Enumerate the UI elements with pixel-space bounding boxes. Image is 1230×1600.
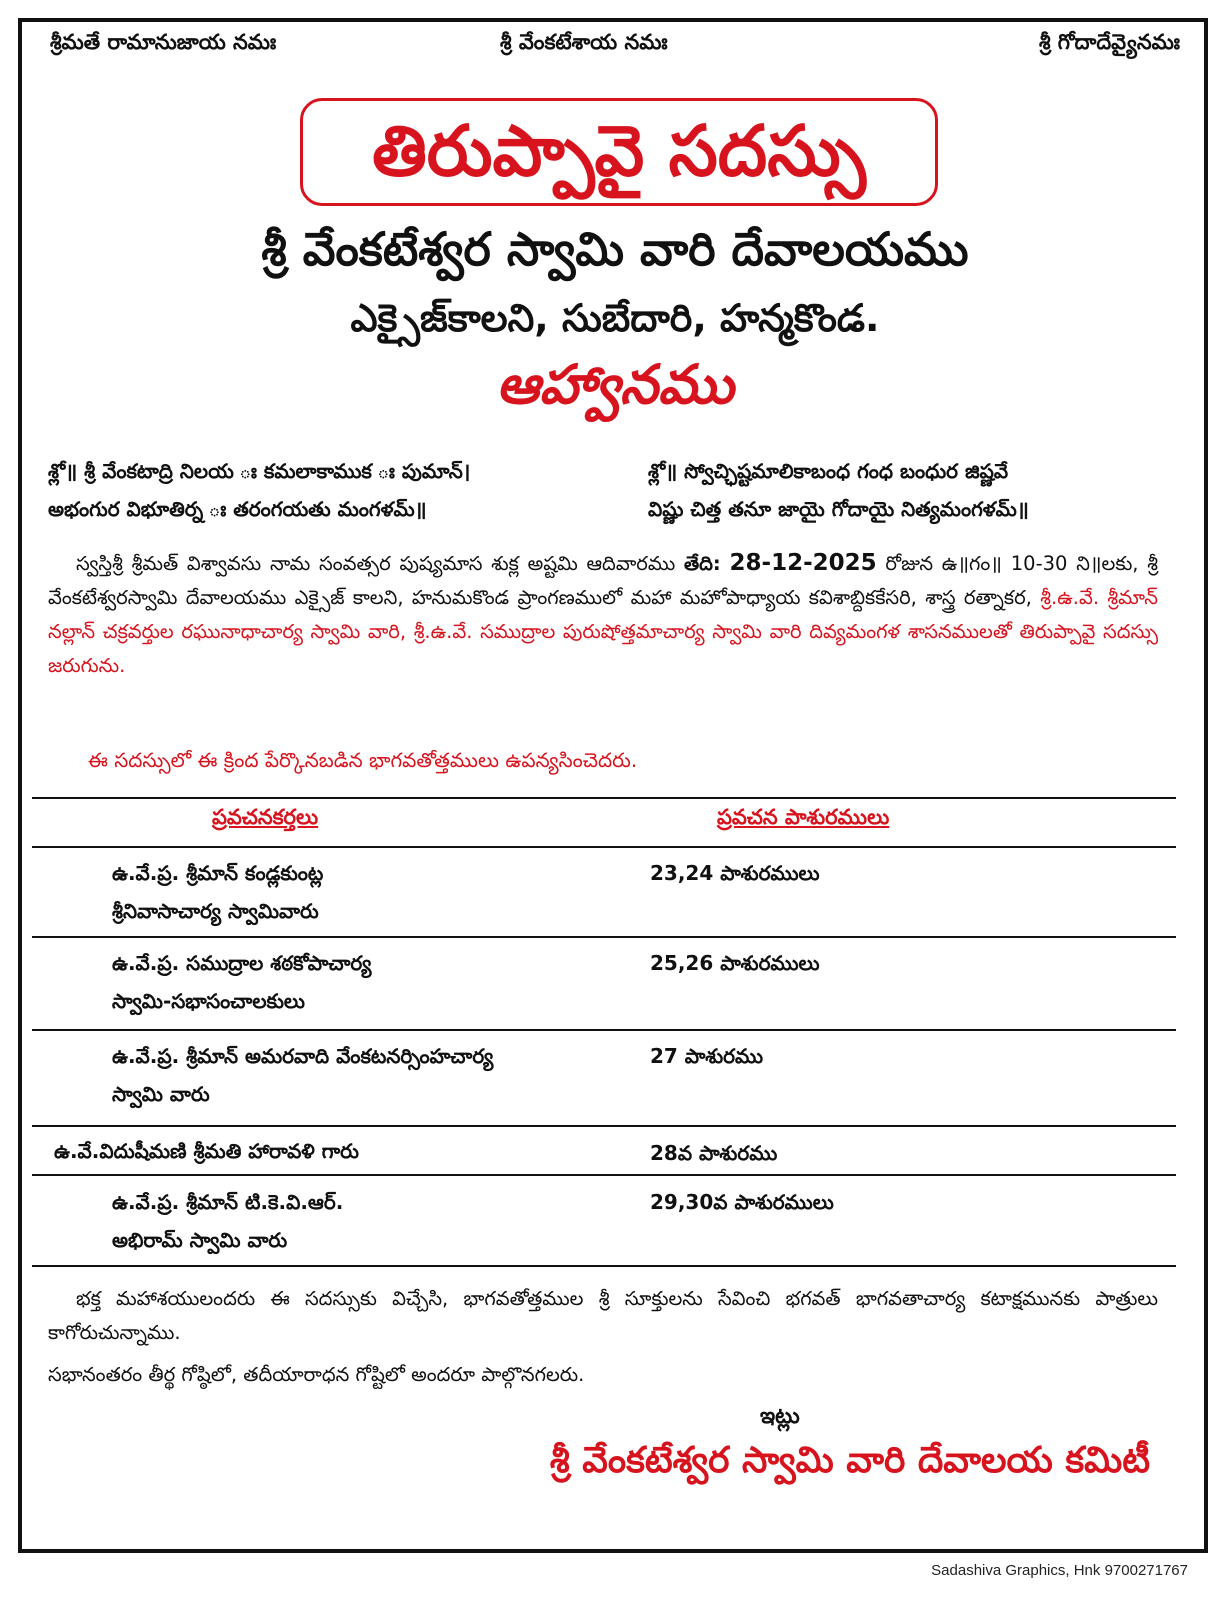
invocation-center: శ్రీ వేంకటేశాయ నమః: [500, 30, 668, 54]
intro-paragraph: [48, 546, 1158, 683]
invocation-left: శ్రీమతే రామానుజాయ నమః: [50, 30, 277, 54]
speaker-name: ఉ.వే.ప్ర. శ్రీమాన్ అమరవాది వేంకటనర్సింహచార్య స్వామి వారు: [112, 1044, 494, 1106]
pasuram-assignment: 25,26 పాశురములు: [650, 951, 820, 975]
table-divider: [32, 1265, 1176, 1267]
event-date: 28-12-2025: [729, 550, 877, 576]
closing-text: భక్త మహాశయులందరు ఈ సదస్సుకు విచ్చేసి, భాగవతోత్తముల శ్రీ సూక్తులను సేవించి భగవత్ భాగవతాచార్య కటాక్షమునకు పాత్రులు కాగోరుచున్నాము.: [48, 1287, 1158, 1344]
sloka-left: [48, 452, 470, 528]
intro-text-red: శ్రీ.ఉ.వే. శ్రీమాన్ నల్లాన్ చక్రవర్తుల రఘునాధాచార్య స్వామి వారి, శ్రీ.ఉ.వే. సముద్రాల పురుషోత్తమాచార్య స్వామి వారి దివ్యమంగళ శాసనములతో తిరుప్పావై సదస్సు జరుగును.: [48, 586, 1158, 677]
table-divider: [32, 797, 1176, 799]
sign-off: ఇట్లు: [760, 1404, 800, 1429]
sloka-right-line2: విష్ణు చిత్త తనూ జాయై గోదాయై నిత్యమంగళమ్॥: [648, 497, 1029, 521]
date-label: తేది:: [683, 552, 721, 575]
sloka-left-line1: శ్లో॥ శ్రీ వేంకటాద్రి నిలయ ః కమలాకాముక ః పుమాన్।: [48, 459, 471, 483]
speaker-name: ఉ.వే.ప్ర. సముద్రాల శఠకోపాచార్య స్వామి-సభాసంచాలకులు: [112, 951, 372, 1013]
sloka-left-line2: అభంగుర విభూతిర్న ః తరంగయతు మంగళమ్॥: [48, 497, 427, 521]
invocation-right: శ్రీ గోదాదేవ్యైనమః: [1038, 30, 1180, 54]
pasuram-assignment: 27 పాశురము: [650, 1044, 764, 1068]
closing-paragraph: [48, 1282, 1158, 1350]
speaker-name: ఉ.వే.ప్ర. శ్రీమాన్ కండ్లకుంట్ల శ్రీనివాసాచార్య స్వామివారు: [112, 861, 324, 923]
pasuram-assignment: 23,24 పాశురములు: [650, 861, 820, 885]
intro-text-1: స్వస్తిశ్రీ శ్రీమత్ విశ్వావసు నామ సంవత్సర పుష్యమాస శుక్ల అష్టమి ఆదివారము: [76, 552, 676, 575]
table-divider: [32, 1174, 1176, 1176]
invocation-row: [30, 30, 1200, 70]
table-divider: [32, 936, 1176, 938]
speaker-name: ఉ.వే.విదుషీమణి శ్రీమతి హారావళి గారు: [54, 1139, 359, 1163]
pasuram-assignment: 28వ పాశురము: [650, 1141, 778, 1165]
col-header-speakers: ప్రవచనకర్తలు: [212, 805, 319, 829]
invitation-heading: ఆహ్వానము: [496, 352, 734, 416]
printer-credit: Sadashiva Graphics, Hnk 9700271767: [931, 1562, 1188, 1579]
intro-text-2: రోజున ఉ॥గం॥ 10-30 ని॥లకు, శ్రీ వేంకటేశ్వరస్వామి దేవాలయము ఎక్సైజ్ కాలని, హనుమకొండ ప్రాంగణములో మహా మహోపాధ్యాయ కవిశాబ్దికకేసరి, శాస్త్ర రత్నాకర,: [48, 552, 1159, 609]
committee-signature: శ్రీ వేంకటేశ్వర స్వామి వారి దేవాలయ కమిటీ: [549, 1440, 1150, 1481]
table-divider: [32, 1125, 1176, 1127]
speaker-name: ఉ.వే.ప్ర. శ్రీమాన్ టి.కె.వి.ఆర్. అభిరామ్ స్వామి వారు: [112, 1190, 344, 1252]
sloka-right-line1: శ్లో॥ స్వోచ్ఛిష్టమాలికాబంధ గంధ బంధుర జిష్ణవే: [648, 459, 1009, 483]
col-header-pasurams: ప్రవచన పాశురములు: [717, 805, 890, 829]
temple-address: ఎక్సైజ్‌కాలని, సుబేదారి, హన్మకొండ.: [350, 296, 880, 340]
pasuram-assignment: 29,30వ పాశురములు: [650, 1190, 834, 1214]
speakers-note: ఈ సదస్సులో ఈ క్రింద పేర్కొనబడిన భాగవతోత్తములు ఉపన్యసించెదరు.: [88, 748, 638, 772]
closing-line: సభానంతరం తీర్థ గోష్ఠిలో, తదీయారాధన గోష్టిలో అందరూ పాల్గొనగలరు.: [48, 1363, 585, 1386]
event-title: తిరుప్పావై సదస్సు: [300, 98, 938, 206]
table-divider: [32, 846, 1176, 848]
table-divider: [32, 1029, 1176, 1031]
temple-name: శ్రీ వేంకటేశ్వర స్వామి వారి దేవాలయము: [261, 222, 969, 276]
sloka-right: [648, 452, 1029, 528]
